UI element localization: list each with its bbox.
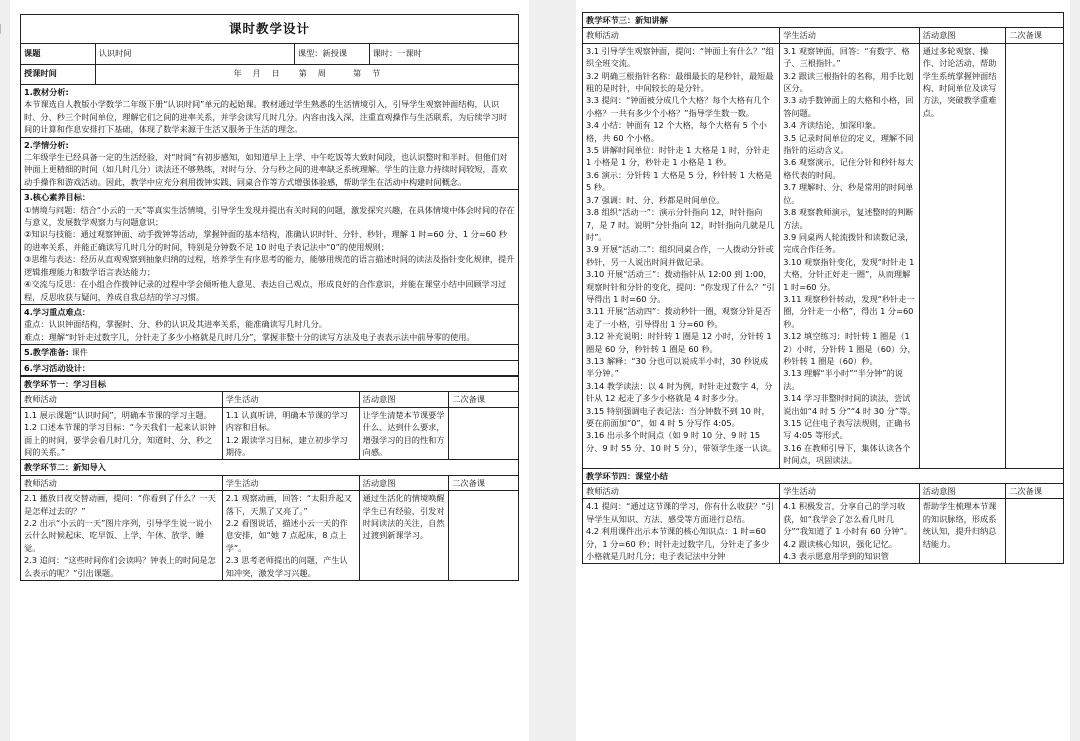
teacher-step: 3.8 组织“活动一”：演示分针指向 12，时针指向 7，是 7 时。说明“分针指向 12，时针指向几就是几时”。 [586,207,775,242]
goal-item: ③思维与表达：经历从直观观察到抽象归纳的过程，培养学生有序思考的能力，能够用规范的语言描述时间的读法及指针变化规律，提升逻辑推理能力和数学语言表达能力； [24,254,515,277]
document-page-left [10,0,529,741]
col-second: 二次备课 [1006,484,1064,499]
student-step: 3.8 观察教师演示，复述整时的判断方法。 [783,207,914,230]
teacher-step: 3.13 解释：“30 分也可以说成半小时，30 秒说成半分钟。” [586,355,769,379]
teacher-step: 3.1 引导学生观察钟面，提问：“钟面上有什么？”组织全班交流。 [586,45,774,69]
goal-item: ④交流与反思：在小组合作拨钟记录的过程中学会倾听他人意见、表达自己观点，形成良好的合作意识，并能在课堂小结中回顾学习过程，反思收获与疑问，养成自我总结的学习习惯。 [24,279,507,302]
stage-1-intent: 让学生清楚本节课要学什么、达到什么要求，增强学习的目的性和方向感。 [359,407,449,460]
document-page-right [576,0,1070,741]
student-step: 3.4 齐读结论，加深印象。 [783,120,881,131]
col-second: 二次备课 [449,475,519,490]
col-intent: 活动意图 [919,28,1006,43]
col-second: 二次备课 [1006,28,1064,43]
student-step: 1.1 认真听讲，明确本节课的学习内容和目标。 [225,409,348,433]
student-step: 3.15 记住电子表写法规则，正确书写 4:05 等形式。 [783,418,911,441]
col-intent: 活动意图 [919,484,1006,499]
teacher-step: 3.9 开展“活动二”：组织同桌合作，一人拨动分针或秒针，另一人说出时间并做记录。 [586,244,774,267]
teacher-step: 3.12 补充说明：时针转 1 圈是 12 小时，分针转 1 圈是 60 分，秒针转 1 圈是 60 秒。 [586,331,772,354]
student-step: 3.13 理解“半小时”“半分钟”的说法。 [783,368,903,391]
stage-2-intent: 通过生活化的情境唤醒学生已有经验，引发对时间读法的关注，自然过渡到新课学习。 [359,491,449,581]
topic-value: 认识时间 [95,44,294,65]
teacher-step: 1.2 口述本节课的学习目标：“今天我们一起来认识钟面上的时间，要学会看几时几分，知道时、分、秒之间的关系。” [24,422,216,457]
teacher-step: 3.7 强调：时、分、秒都是时间单位。 [586,194,725,205]
teacher-step: 3.14 教学读法：以 4 时为例，时针走过数字 4，分针从 12 起走了多少小格就是 4 时多少分。 [586,380,773,404]
stage-3-second [1006,43,1064,468]
teacher-step: 4.1 提问：“通过这节课的学习，你有什么收获？”引导学生从知识、方法、感受等方面进行总结。 [586,501,774,524]
teacher-step: 2.3 追问：“这些时间你们会读吗？钟表上的时间是怎么表示的呢？”引出课题。 [24,555,216,578]
teacher-step: 3.6 演示：分针转 1 大格是 5 分，秒针转 1 大格是 5 秒。 [586,169,773,193]
student-step: 3.16 在教师引导下，集体认读各个时间点，巩固读法。 [783,442,911,466]
student-step: 3.2 跟读三根指针的名称，用手比划区分。 [783,70,914,94]
stage-4-student [780,499,919,564]
student-step: 3.1 观察钟面，回答：“有数字、格子、三根指针。” [783,45,910,69]
stage-4-title: 教学环节四：课堂小结 [583,468,1064,483]
section-6-title: 6.学习活动设计： [21,360,519,375]
student-step: 3.11 观察秒针转动，发现“秒针走一圈，分针走一小格”，得出 1 分=60 秒。 [783,293,915,329]
section-preparation [21,345,519,360]
section-3-title: 3.核心素养目标： [24,192,91,203]
stage-table-left [20,376,519,581]
teacher-step: 3.15 特别强调电子表记法：当分钟数不到 10 时，要在前面加“0”，如 4 时 5 分写作 4:05。 [586,405,770,428]
student-step: 2.1 观察动画，回答：“太阳升起又落下，天黑了又亮了。” [225,493,352,516]
student-step: 2.2 看图说话，描述小云一天的作息安排，如“她 7 点起床，8 点上学”。 [225,518,348,553]
section-core-goals [21,190,519,305]
section-2-text: 二年级学生已经具备一定的生活经验，对“时间”有初步感知，如知道早上上学、中午吃饭等大致时间段，也认识整时和半时。但他们对钟面上更精细的时间（如几时几分）读法还不够熟练，对时与分、分与秒之间的进率缺乏系统理解。学生的注意力持续时间较短，喜欢动手操作和游戏活动。因此，教学中应充分利用拨钟实践、同桌合作等方式增强体验感，帮助学生在活动中构建时间概念。 [24,152,508,187]
student-step: 4.1 积极发言，分享自己的学习收获，如“我学会了怎么看几时几分”“我知道了 1 小时有 60 分钟”。 [783,501,913,537]
teacher-step: 3.2 明确三根指针名称：最细最长的是秒针，最短最粗的是时针，中间较长的是分针。 [586,70,774,94]
document-title: 课时教学设计 [21,15,519,44]
topic-label: 课题 [21,44,96,65]
lesson-plan-table-left [20,14,519,376]
section-key-points [21,304,519,344]
stage-3-teacher [583,43,780,468]
section-2-title: 2.学情分析: [24,139,69,150]
student-step: 3.10 观察指针变化，发现“时针走 1 大格，分针正好走一圈”，从而理解 1 时=60 分。 [783,256,915,292]
difficult-point: 难点：理解“时针走过数字几，分针走了多少小格就是几时几分”，掌握非整十分的读写方法及电子表表示法中前导零的使用。 [24,331,475,342]
stage-2-student [222,491,359,581]
col-second: 二次备课 [449,392,519,407]
student-step: 2.3 思考老师提出的问题，产生认知冲突，激发学习兴趣。 [225,555,348,578]
stage-2-second [449,491,519,581]
col-teacher: 教师活动 [583,484,780,499]
teacher-step: 2.1 播放日夜交替动画，提问：“你看到了什么？一天是怎样过去的？” [24,493,216,516]
col-intent: 活动意图 [359,475,449,490]
goal-item: ②知识与技能：通过观察钟面、动手拨钟等活动，掌握钟面的基本结构，准确认识时针、分针、秒针，理解 1 时=60 分、1 分=60 秒的进率关系，并能正确读写几时几分的时间，特别是分钟数不足 10 时电子表记法中“0”的使用规则； [24,229,507,252]
student-step: 4.2 跟读核心知识，强化记忆。 [783,538,898,549]
time-label: 授课时间 [21,65,96,85]
student-step: 3.6 观察演示，记住分针和秒针每大格代表的时间。 [783,157,914,180]
section-5-value: 课件 [71,347,88,358]
teacher-step: 2.2 出示“小云的一天”图片序列，引导学生说一说小云什么时候起床、吃早饭、上学、午休、放学、睡觉。 [24,518,212,553]
col-teacher: 教师活动 [21,475,223,490]
stage-1-second [449,407,519,460]
teacher-step: 3.11 开展“活动四”：拨动秒针一圈，观察分针是否走了一小格，引导得出 1 分=60 秒。 [586,306,771,329]
section-1-title: 1.教材分析: [24,87,69,97]
col-teacher: 教师活动 [21,392,223,407]
teacher-step: 4.2 利用课件出示本节课的核心知识点：1 时=60 分，1 分=60 秒；时针走过数字几，分针走了多少小格就是几时几分；电子表记法中分钟 [586,526,770,562]
stage-table-right [582,12,1064,564]
section-1-text: 本节课选自人教版小学数学二年级下册“认识时间”单元的起始课。教材通过学生熟悉的生活情境引入，引导学生观察钟面结构，认识时、分、秒三个时间单位，理解它们之间的进率关系，并学会读写几时几分。内容由浅入深，注重直观操作与生活联系，为后续学习时间的计算和作息安排打下基础，体现了数学来源于生活又服务于生活的理念。 [24,99,508,135]
stage-2-title: 教学环节二：新知导入 [21,460,519,475]
teacher-step: 3.16 出示多个时间点（如 9 时 10 分、9 时 15 分、9 时 55 分、10 时 5 分），带领学生逐一认读。 [586,430,777,453]
stage-3-student [780,43,919,468]
col-student: 学生活动 [780,484,919,499]
lesson-type: 课型：新授课 [294,44,369,65]
col-student: 学生活动 [222,475,359,490]
teacher-step: 3.10 开展“活动三”：拨动指针从 12:00 到 1:00，观察时针和分针的变化，提问：“你发现了什么？”引导得出 1 时=60 分。 [586,269,775,304]
teacher-step: 3.5 讲解时间单位：时针走 1 大格是 1 时，分针走 1 小格是 1 分，秒针走 1 小格是 1 秒。 [586,145,770,168]
goal-item: ①情境与问题：结合“小云的一天”等真实生活情境，引导学生发现并提出有关时间的问题，激发探究兴趣，在具体情境中体会时间的存在与意义，发展数学观察力与问题意识； [24,204,515,228]
stage-1-teacher [21,407,223,460]
section-4-title: 4.学习重点难点： [24,306,91,317]
student-step: 4.3 表示愿意用学到的知识管 [783,551,889,562]
page-gutter-mark [0,24,7,34]
student-step: 3.7 理解时、分、秒是常用的时间单位。 [783,182,914,205]
key-point: 重点：认识钟面结构，掌握时、分、秒的认识及其进率关系，能准确读写几时几分。 [24,319,327,330]
teacher-step: 3.4 小结：钟面有 12 个大格，每个大格有 5 个小格，共 60 个小格。 [586,120,767,143]
student-step: 3.9 同桌两人轮流拨针和读数记录，完成合作任务。 [783,231,914,255]
section-5-title: 5.教学准备: [24,347,69,358]
teacher-step: 3.3 提问：“钟面被分成几个大格？每个大格有几个小格？一共有多少个小格？”指导学生数一数。 [586,95,770,118]
col-teacher: 教师活动 [583,28,780,43]
time-value: 年 月 日 第 周 第 节 [95,65,518,85]
col-intent: 活动意图 [359,392,449,407]
student-step: 3.3 动手数钟面上的大格和小格，回答问题。 [783,95,914,118]
stage-4-second [1006,499,1064,564]
section-student-analysis [21,137,519,190]
col-student: 学生活动 [222,392,359,407]
student-step: 3.12 填空练习：时针转 1 圈是（12）小时，分针转 1 圈是（60）分，秒针转 1 圈是（60）秒。 [783,331,916,366]
stage-1-student [222,407,359,460]
stage-4-teacher [583,499,780,564]
stage-3-title: 教学环节三：新知讲解 [583,13,1064,28]
stage-4-intent: 帮助学生梳理本节课的知识脉络，形成系统认知，提升归纳总结能力。 [919,499,1006,564]
stage-3-intent: 通过多轮观察、操作、讨论活动，帮助学生系统掌握钟面结构、时间单位及读写方法，突破教学重难点。 [919,43,1006,468]
section-textbook-analysis [21,85,519,138]
stage-1-title: 教学环节一：学习目标 [21,376,519,391]
teacher-step: 1.1 展示课题“认识时间”，明确本节课的学习主题。 [24,409,212,420]
student-step: 3.5 记录时间单位的定义，理解不同指针的运动含义。 [783,132,914,156]
student-step: 1.2 跟读学习目标，建立初步学习期待。 [225,434,348,457]
stage-2-teacher [21,491,223,581]
student-step: 3.14 学习非整时时间的读法，尝试说出如“4 时 5 分”“4 时 30 分”等。 [783,393,916,416]
col-student: 学生活动 [780,28,919,43]
lesson-period: 课时：一课时 [369,44,518,65]
